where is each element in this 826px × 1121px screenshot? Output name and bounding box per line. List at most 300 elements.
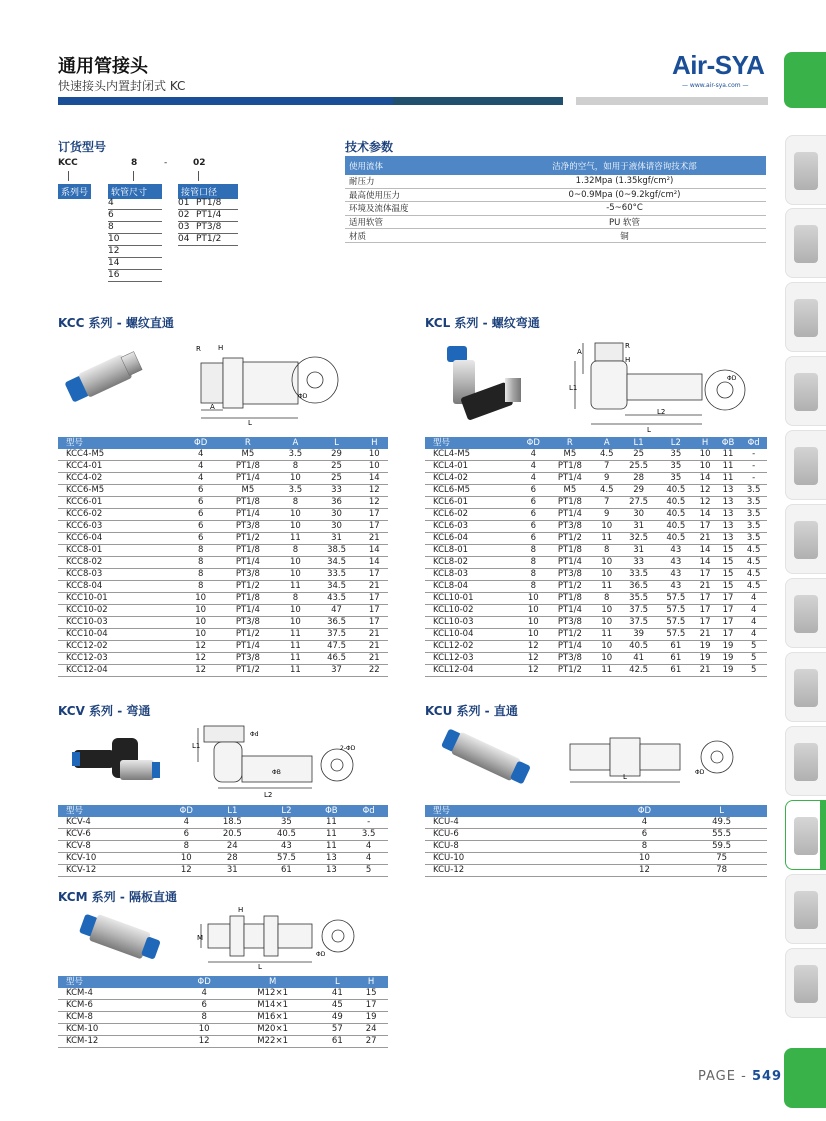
table-cell: 21 bbox=[694, 629, 715, 641]
table-row bbox=[425, 829, 767, 841]
table-cell: 43 bbox=[657, 569, 694, 581]
fitting-icon bbox=[794, 817, 818, 855]
kcu-col-header: ΦD bbox=[613, 805, 677, 817]
kcm-col-header: M bbox=[225, 976, 321, 988]
table-cell: 8 bbox=[613, 841, 677, 853]
table-cell: - bbox=[740, 473, 767, 485]
kcl-col-header: A bbox=[593, 437, 620, 449]
table-cell: PT1/4 bbox=[546, 605, 593, 617]
table-row bbox=[425, 853, 767, 865]
table-cell: 43 bbox=[657, 581, 694, 593]
table-cell: 6 bbox=[184, 485, 218, 497]
table-cell: PT1/2 bbox=[546, 533, 593, 545]
table-cell: 6 bbox=[520, 533, 546, 545]
table-cell: 17 bbox=[354, 1000, 388, 1012]
table-cell: PT1/4 bbox=[217, 557, 278, 569]
table-cell: 27 bbox=[354, 1036, 388, 1048]
table-cell: 37 bbox=[313, 665, 361, 677]
table-cell: 28 bbox=[205, 853, 259, 865]
table-cell: 4 bbox=[184, 473, 218, 485]
table-cell: PT1/2 bbox=[217, 665, 278, 677]
side-tab-bottom[interactable] bbox=[784, 1048, 826, 1108]
table-cell: 37.5 bbox=[620, 605, 657, 617]
table-cell: 17 bbox=[694, 617, 715, 629]
tech-row: 最高使用压力 0~0.9Mpa (0~9.2kgf/cm²) bbox=[345, 188, 766, 202]
cylinder-icon bbox=[794, 373, 818, 411]
table-cell: 31 bbox=[620, 545, 657, 557]
kcl-col-header: L2 bbox=[657, 437, 694, 449]
table-cell: 10 bbox=[694, 461, 715, 473]
page-title: 通用管接头 bbox=[58, 56, 148, 77]
side-tab-2[interactable] bbox=[785, 208, 826, 278]
table-cell: 6 bbox=[520, 521, 546, 533]
table-cell: KCV-12 bbox=[58, 865, 167, 877]
table-row bbox=[425, 605, 767, 617]
table-cell: 4.5 bbox=[740, 581, 767, 593]
kcv-col-header: ΦD bbox=[167, 805, 205, 817]
table-cell: 12 bbox=[361, 485, 388, 497]
table-cell: 11 bbox=[278, 665, 312, 677]
kcv-table bbox=[58, 805, 388, 877]
table-cell: 10 bbox=[278, 509, 312, 521]
table-cell: KCC4-01 bbox=[58, 461, 184, 473]
table-cell: 11 bbox=[278, 653, 312, 665]
table-cell: 21 bbox=[361, 653, 388, 665]
kcm-col-header: ΦD bbox=[184, 976, 225, 988]
kcc-label-D: ΦD bbox=[298, 393, 308, 400]
table-cell: 8 bbox=[184, 569, 218, 581]
kcv-col-header: 型号 bbox=[58, 805, 167, 817]
table-cell: 15 bbox=[716, 569, 741, 581]
table-cell: KCL4-02 bbox=[425, 473, 520, 485]
table-cell: 13 bbox=[313, 865, 349, 877]
table-cell: 45 bbox=[320, 1000, 354, 1012]
table-cell: 24 bbox=[354, 1024, 388, 1036]
table-cell: 5 bbox=[349, 865, 388, 877]
table-row bbox=[425, 509, 767, 521]
side-tab-8[interactable] bbox=[785, 652, 826, 722]
table-cell: PT1/4 bbox=[217, 473, 278, 485]
kcv-col-header: L1 bbox=[205, 805, 259, 817]
table-cell: 78 bbox=[676, 865, 767, 877]
table-cell: 14 bbox=[694, 509, 715, 521]
table-row bbox=[58, 1036, 388, 1048]
thread-list bbox=[178, 198, 238, 246]
table-cell: 19 bbox=[694, 641, 715, 653]
table-cell: 49 bbox=[320, 1012, 354, 1024]
table-cell: 57.5 bbox=[259, 853, 313, 865]
table-cell: 5 bbox=[740, 653, 767, 665]
table-cell: 43.5 bbox=[313, 593, 361, 605]
table-cell: PT1/8 bbox=[217, 497, 278, 509]
table-row bbox=[58, 817, 388, 829]
kcu-col-header: 型号 bbox=[425, 805, 613, 817]
table-cell: KCC4-02 bbox=[58, 473, 184, 485]
kcm-photo bbox=[78, 910, 163, 964]
table-cell: 12 bbox=[694, 485, 715, 497]
table-cell: KCL8-02 bbox=[425, 557, 520, 569]
kcu-header-row bbox=[425, 805, 767, 817]
kcl-label-L1: L1 bbox=[569, 384, 578, 392]
table-cell: 37.5 bbox=[620, 617, 657, 629]
table-cell: KCM-10 bbox=[58, 1024, 184, 1036]
kcv-label-L2: L2 bbox=[264, 791, 273, 799]
table-cell: 14 bbox=[361, 545, 388, 557]
table-cell: 20.5 bbox=[205, 829, 259, 841]
side-tab-4[interactable] bbox=[785, 356, 826, 426]
table-cell: 9 bbox=[593, 473, 620, 485]
table-cell: 8 bbox=[184, 545, 218, 557]
thread-option: 03 PT3/8 bbox=[178, 222, 238, 234]
kcm-label-D: ΦD bbox=[316, 951, 326, 958]
table-cell: 15 bbox=[716, 581, 741, 593]
table-cell: 33 bbox=[620, 557, 657, 569]
table-cell: 57.5 bbox=[657, 617, 694, 629]
table-cell: 4 bbox=[184, 461, 218, 473]
table-cell: 36.5 bbox=[620, 581, 657, 593]
table-cell: 29 bbox=[620, 485, 657, 497]
kcm-col-header: 型号 bbox=[58, 976, 184, 988]
kcc-label-R: R bbox=[196, 345, 201, 353]
kcc-diagram bbox=[58, 338, 388, 436]
tech-row: 使用流体 洁净的空气，如用于液体请咨询技术部 bbox=[345, 156, 766, 175]
table-cell: 40.5 bbox=[657, 521, 694, 533]
table-row bbox=[58, 853, 388, 865]
table-cell: 3.5 bbox=[740, 497, 767, 509]
table-cell: 3.5 bbox=[740, 533, 767, 545]
table-cell: 11 bbox=[716, 461, 741, 473]
table-cell: 4.5 bbox=[740, 545, 767, 557]
table-cell: 4.5 bbox=[593, 485, 620, 497]
table-cell: 25 bbox=[313, 473, 361, 485]
kcl-col-header: ΦD bbox=[520, 437, 546, 449]
table-cell: KCL8-03 bbox=[425, 569, 520, 581]
table-row bbox=[425, 593, 767, 605]
table-cell: 19 bbox=[694, 653, 715, 665]
side-tab-12[interactable] bbox=[785, 948, 826, 1018]
table-cell: 4 bbox=[740, 605, 767, 617]
table-cell: 12 bbox=[613, 865, 677, 877]
table-cell: 14 bbox=[694, 473, 715, 485]
table-cell: KCC4-M5 bbox=[58, 449, 184, 461]
table-cell: 10 bbox=[593, 557, 620, 569]
table-cell: M20×1 bbox=[225, 1024, 321, 1036]
table-cell: 8 bbox=[520, 545, 546, 557]
table-cell: M16×1 bbox=[225, 1012, 321, 1024]
table-cell: PT1/4 bbox=[217, 605, 278, 617]
table-cell: 17 bbox=[694, 593, 715, 605]
kcc-label-H: H bbox=[218, 344, 224, 352]
table-cell: M22×1 bbox=[225, 1036, 321, 1048]
table-cell: PT1/4 bbox=[217, 509, 278, 521]
side-tab-7[interactable] bbox=[785, 578, 826, 648]
table-row bbox=[58, 865, 388, 877]
table-cell: 10 bbox=[361, 449, 388, 461]
table-cell: 8 bbox=[278, 593, 312, 605]
table-cell: PT1/2 bbox=[546, 581, 593, 593]
table-cell: 12 bbox=[520, 653, 546, 665]
table-cell: 61 bbox=[657, 665, 694, 677]
table-cell: 39 bbox=[620, 629, 657, 641]
table-cell: 12 bbox=[520, 641, 546, 653]
table-cell: 12 bbox=[184, 641, 218, 653]
table-cell: KCV-8 bbox=[58, 841, 167, 853]
table-cell: 27.5 bbox=[620, 497, 657, 509]
table-cell: PT3/8 bbox=[546, 617, 593, 629]
table-row bbox=[425, 545, 767, 557]
table-cell: 40.5 bbox=[620, 641, 657, 653]
table-cell: 61 bbox=[657, 641, 694, 653]
table-cell: KCL12-02 bbox=[425, 641, 520, 653]
kcl-title: KCL 系列 - 螺纹弯通 bbox=[425, 316, 540, 330]
tech-row: 适用软管 PU 软管 bbox=[345, 215, 766, 229]
table-cell: 17 bbox=[361, 617, 388, 629]
table-cell: 13 bbox=[716, 497, 741, 509]
table-cell: KCL6-01 bbox=[425, 497, 520, 509]
table-cell: 12 bbox=[184, 653, 218, 665]
table-cell: 4.5 bbox=[593, 449, 620, 461]
table-cell: KCC8-01 bbox=[58, 545, 184, 557]
table-cell: 11 bbox=[278, 533, 312, 545]
table-cell: 10 bbox=[593, 653, 620, 665]
table-cell: 75 bbox=[676, 853, 767, 865]
size-option: 12 bbox=[108, 246, 162, 258]
table-cell: 35 bbox=[259, 817, 313, 829]
table-cell: 47.5 bbox=[313, 641, 361, 653]
table-cell: 34.5 bbox=[313, 557, 361, 569]
solenoid-icon bbox=[794, 521, 818, 559]
actuator-icon bbox=[794, 669, 818, 707]
table-row bbox=[58, 473, 388, 485]
kcc-table bbox=[58, 437, 388, 677]
table-cell: 61 bbox=[320, 1036, 354, 1048]
table-cell: M5 bbox=[217, 449, 278, 461]
table-cell: 21 bbox=[361, 533, 388, 545]
table-cell: 6 bbox=[184, 533, 218, 545]
table-cell: KCV-10 bbox=[58, 853, 167, 865]
sensor-icon bbox=[794, 743, 818, 781]
size-option: 4 bbox=[108, 198, 162, 210]
side-tab-1[interactable] bbox=[785, 135, 826, 205]
table-cell: 19 bbox=[354, 1012, 388, 1024]
table-cell: 25 bbox=[313, 461, 361, 473]
table-cell: 41 bbox=[620, 653, 657, 665]
header-bar-dark bbox=[393, 97, 563, 105]
code-thread: 02 bbox=[193, 158, 206, 168]
table-cell: 40.5 bbox=[259, 829, 313, 841]
kcc-col-header: R bbox=[217, 437, 278, 449]
table-cell: 7 bbox=[593, 461, 620, 473]
table-cell: 40.5 bbox=[657, 509, 694, 521]
table-cell: 4 bbox=[740, 629, 767, 641]
table-cell: KCC6-03 bbox=[58, 521, 184, 533]
table-cell: 11 bbox=[278, 641, 312, 653]
lubricator-icon bbox=[794, 225, 818, 263]
table-cell: 33.5 bbox=[620, 569, 657, 581]
kcv-header-row bbox=[58, 805, 388, 817]
table-cell: 19 bbox=[716, 641, 741, 653]
table-cell: 12 bbox=[184, 665, 218, 677]
table-cell: KCC10-03 bbox=[58, 617, 184, 629]
kcu-label-L: L bbox=[623, 773, 627, 781]
kcm-header-row bbox=[58, 976, 388, 988]
table-cell: 10 bbox=[520, 593, 546, 605]
side-tab-top[interactable] bbox=[784, 52, 826, 108]
table-row bbox=[425, 449, 767, 461]
table-cell: 47 bbox=[313, 605, 361, 617]
table-cell: KCV-4 bbox=[58, 817, 167, 829]
table-cell: 4 bbox=[349, 853, 388, 865]
table-cell: 11 bbox=[593, 581, 620, 593]
brand-url: — www.air-sya.com — bbox=[682, 82, 749, 89]
table-cell: KCL10-03 bbox=[425, 617, 520, 629]
table-cell: PT1/8 bbox=[546, 461, 593, 473]
table-cell: PT1/4 bbox=[546, 473, 593, 485]
table-cell: 13 bbox=[716, 533, 741, 545]
table-cell: 6 bbox=[184, 497, 218, 509]
table-cell: 12 bbox=[694, 497, 715, 509]
kcv-col-header: L2 bbox=[259, 805, 313, 817]
table-cell: PT1/8 bbox=[217, 461, 278, 473]
table-row bbox=[58, 569, 388, 581]
code-dash: - bbox=[164, 158, 168, 168]
size-option: 6 bbox=[108, 210, 162, 222]
table-cell: 21 bbox=[361, 641, 388, 653]
table-cell: 10 bbox=[613, 853, 677, 865]
table-cell: 31 bbox=[313, 533, 361, 545]
table-cell: KCL10-02 bbox=[425, 605, 520, 617]
tech-row: 材质 铜 bbox=[345, 229, 766, 243]
side-tab-5[interactable] bbox=[785, 430, 826, 500]
table-cell: 37.5 bbox=[313, 629, 361, 641]
table-cell: 41 bbox=[320, 988, 354, 1000]
table-cell: M5 bbox=[546, 485, 593, 497]
table-cell: 10 bbox=[184, 617, 218, 629]
table-cell: KCL6-03 bbox=[425, 521, 520, 533]
table-row bbox=[58, 449, 388, 461]
kcv-title: KCV 系列 - 弯通 bbox=[58, 704, 151, 718]
table-row bbox=[425, 485, 767, 497]
table-cell: PT1/8 bbox=[546, 545, 593, 557]
table-cell: KCU-6 bbox=[425, 829, 613, 841]
table-cell: 24 bbox=[205, 841, 259, 853]
size-option: 14 bbox=[108, 258, 162, 270]
table-row bbox=[425, 461, 767, 473]
table-cell: 6 bbox=[167, 829, 205, 841]
table-cell: PT1/8 bbox=[217, 593, 278, 605]
table-cell: 8 bbox=[278, 545, 312, 557]
table-cell: 10 bbox=[593, 641, 620, 653]
table-row bbox=[58, 1000, 388, 1012]
table-cell: 61 bbox=[259, 865, 313, 877]
regulator-icon bbox=[794, 299, 818, 337]
table-row bbox=[425, 665, 767, 677]
table-cell: 35.5 bbox=[620, 593, 657, 605]
kcc-photo bbox=[64, 349, 144, 405]
thread-option: 04 PT1/2 bbox=[178, 234, 238, 246]
table-cell: 8 bbox=[593, 593, 620, 605]
table-cell: PT1/2 bbox=[546, 629, 593, 641]
kcl-label-D: ΦD bbox=[727, 375, 737, 382]
table-cell: - bbox=[740, 449, 767, 461]
table-cell: 42.5 bbox=[620, 665, 657, 677]
table-cell: 4.5 bbox=[740, 569, 767, 581]
table-row bbox=[58, 665, 388, 677]
tech-title: 技术参数 bbox=[345, 140, 394, 154]
table-cell: 17 bbox=[694, 521, 715, 533]
kcm-label-H: H bbox=[238, 906, 244, 914]
table-row bbox=[425, 641, 767, 653]
table-cell: 17 bbox=[694, 569, 715, 581]
table-cell: 4 bbox=[167, 817, 205, 829]
table-cell: 10 bbox=[184, 1024, 225, 1036]
table-cell: KCL10-01 bbox=[425, 593, 520, 605]
table-cell: 11 bbox=[313, 817, 349, 829]
kcm-diagram bbox=[58, 902, 388, 974]
table-row bbox=[425, 557, 767, 569]
side-tab-9[interactable] bbox=[785, 726, 826, 796]
header-bar-gray bbox=[576, 97, 768, 105]
table-cell: 49.5 bbox=[676, 817, 767, 829]
table-row bbox=[425, 569, 767, 581]
table-cell: 13 bbox=[716, 509, 741, 521]
table-cell: - bbox=[349, 817, 388, 829]
table-cell: 15 bbox=[354, 988, 388, 1000]
kcu-label-D: ΦD bbox=[695, 769, 705, 776]
table-cell: 25.5 bbox=[620, 461, 657, 473]
table-cell: 10 bbox=[593, 521, 620, 533]
kcl-table bbox=[425, 437, 767, 677]
table-cell: KCC12-02 bbox=[58, 641, 184, 653]
table-cell: 19 bbox=[716, 653, 741, 665]
table-cell: 17 bbox=[361, 605, 388, 617]
table-cell: 6 bbox=[520, 497, 546, 509]
kcl-label-A: A bbox=[577, 348, 582, 356]
kcv-label-B: ΦB bbox=[272, 769, 281, 776]
table-cell: 8 bbox=[184, 557, 218, 569]
table-cell: KCU-8 bbox=[425, 841, 613, 853]
table-cell: 57 bbox=[320, 1024, 354, 1036]
kcu-title: KCU 系列 - 直通 bbox=[425, 704, 518, 718]
side-tab-3[interactable] bbox=[785, 282, 826, 352]
table-cell: 10 bbox=[520, 605, 546, 617]
kcl-label-R: R bbox=[625, 342, 630, 350]
size-option: 8 bbox=[108, 222, 162, 234]
table-cell: 14 bbox=[694, 545, 715, 557]
table-cell: 6 bbox=[613, 829, 677, 841]
table-cell: 21 bbox=[694, 665, 715, 677]
table-cell: 12 bbox=[167, 865, 205, 877]
table-cell: 4 bbox=[740, 617, 767, 629]
table-cell: 12 bbox=[520, 665, 546, 677]
table-cell: 15 bbox=[716, 545, 741, 557]
table-row bbox=[58, 497, 388, 509]
table-cell: KCM-8 bbox=[58, 1012, 184, 1024]
side-tab-6[interactable] bbox=[785, 504, 826, 574]
side-tab-11[interactable] bbox=[785, 874, 826, 944]
table-cell: 4 bbox=[613, 817, 677, 829]
table-cell: 3.5 bbox=[740, 521, 767, 533]
table-cell: 30 bbox=[313, 521, 361, 533]
table-cell: 10 bbox=[167, 853, 205, 865]
size-label: 软管尺寸 bbox=[108, 184, 162, 199]
table-cell: KCC10-02 bbox=[58, 605, 184, 617]
table-row bbox=[58, 1024, 388, 1036]
kcu-table bbox=[425, 805, 767, 877]
table-cell: 10 bbox=[184, 629, 218, 641]
table-cell: 40.5 bbox=[657, 485, 694, 497]
filter-icon bbox=[794, 152, 818, 190]
